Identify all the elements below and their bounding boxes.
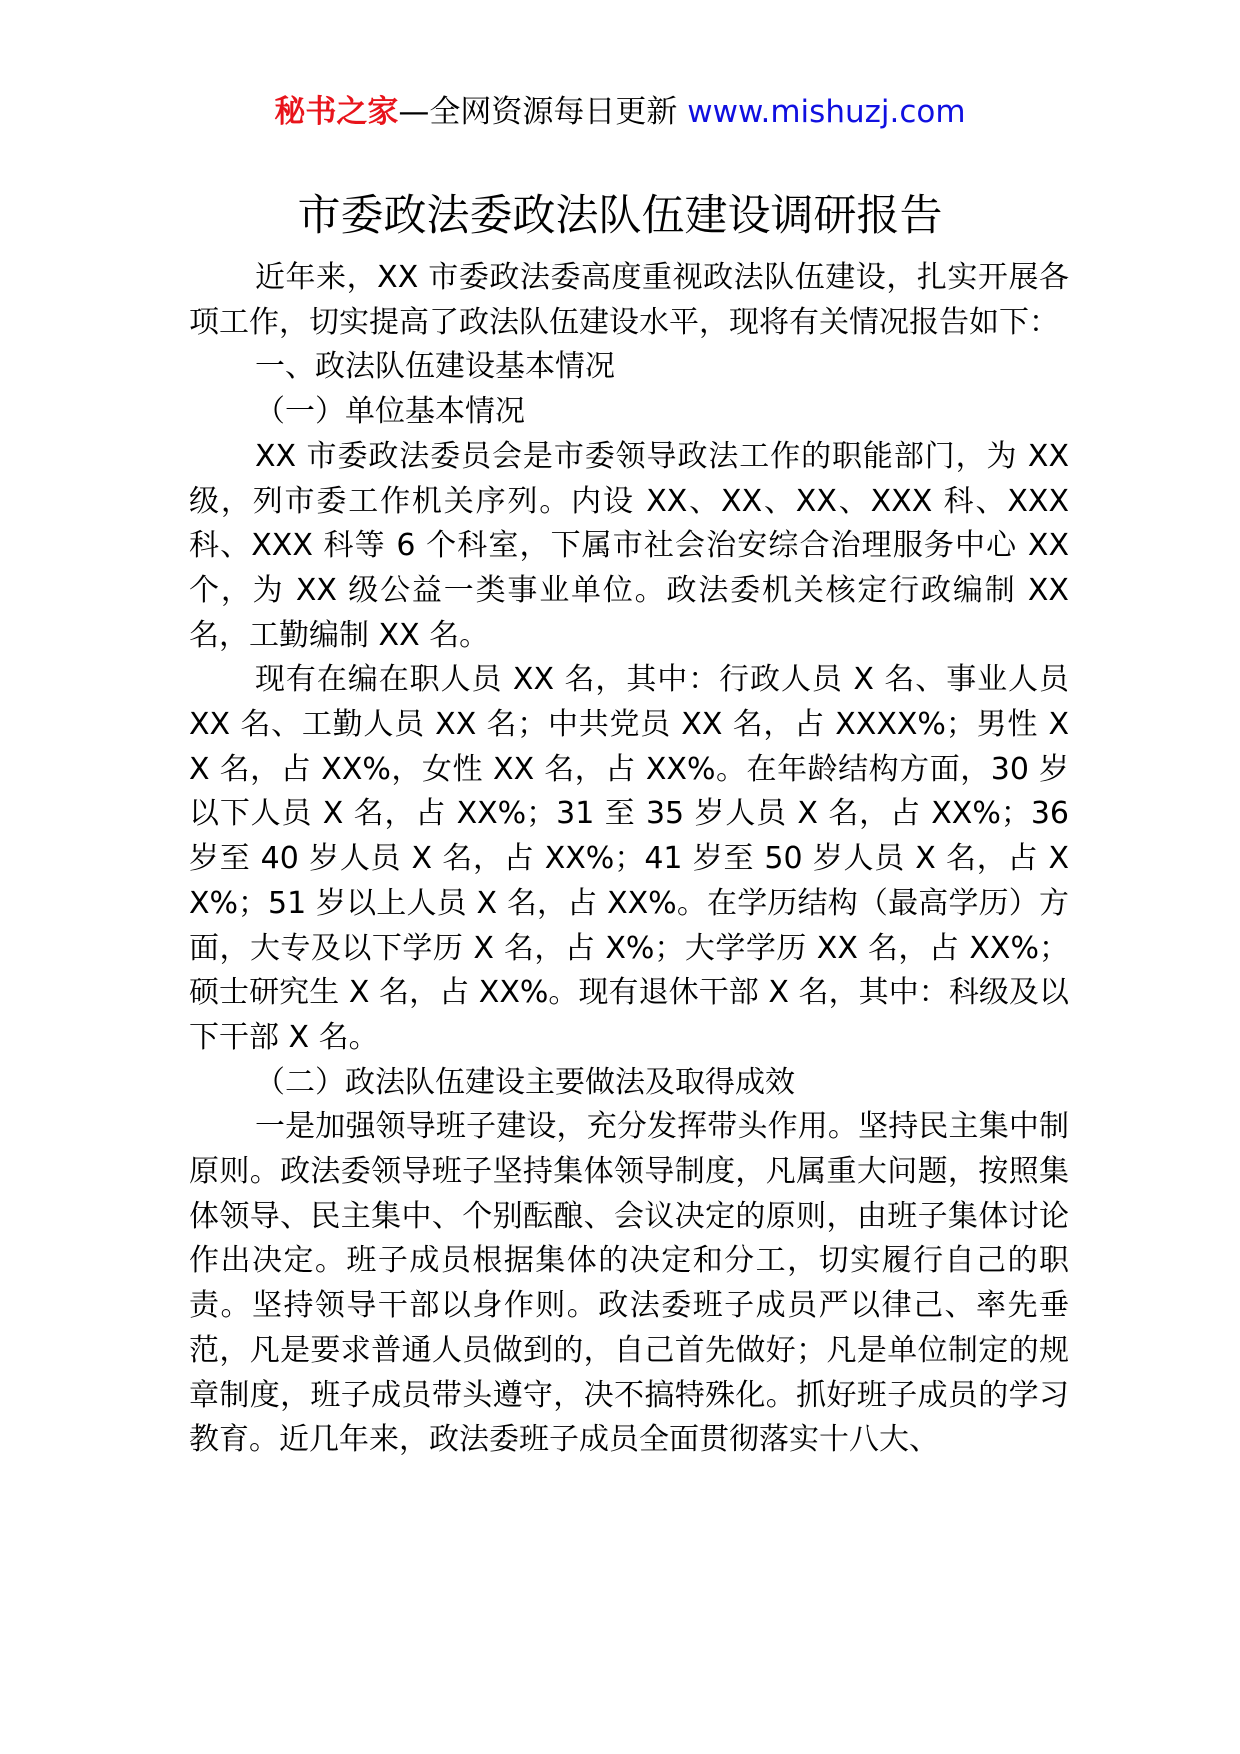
- site-slogan: —全网资源每日更新: [398, 94, 678, 130]
- paragraph-leadership: 一是加强领导班子建设，充分发挥带头作用。坚持民主集中制原则。政法委领导班子坚持集体领导制度，凡属重大问题，按照集体领导、民主集中、个别酝酿、会议决定的原则，由班子集体讨论作出决定。班子成员根据集体的决定和分工，切实履行自己的职责。坚持领导干部以身作则。政法委班子成员严以律己、率先垂范，凡是要求普通人员做到的，自己首先做好；凡是单位制定的规章制度，班子成员带头遵守，决不搞特殊化。抓好班子成员的学习教育。近几年来，政法委班子成员全面贯彻落实十八大、: [189, 1109, 1069, 1458]
- paragraph-unit-info: XX 市委政法委员会是市委领导政法工作的职能部门，为 XX 级，列市委工作机关序列。内设 XX、XX、XX、XXX 科、XXX 科、XXX 科等 6 个科室，下属市社会治安综合治理服务中心 XX 个，为 XX 级公益一类事业单位。政法委机关核定行政编制 XX 名，工勤编制 XX 名。: [189, 438, 1069, 653]
- site-header: [0, 92, 1240, 132]
- subsection-heading-2: （二）政法队伍建设主要做法及取得成效: [255, 1064, 795, 1100]
- paragraph-staff-info: 现有在编在职人员 XX 名，其中：行政人员 X 名、事业人员 XX 名、工勤人员 XX 名；中共党员 XX 名，占 XXXX%；男性 XX 名，占 XX%，女性 XX 名，占 XX%。在年龄结构方面，30 岁以下人员 X 名，占 XX%；31 至 35 岁人员 X 名，占 XX%；36 岁至 40 岁人员 X 名，占 XX%；41 岁至 50 岁人员 X 名，占 XX%；51 岁以上人员 X 名，占 XX%。在学历结构（最高学历）方面，大专及以下学历 X 名，占 X%；大学学历 XX 名，占 XX%；硕士研究生 X 名，占 XX%。现有退休干部 X 名，其中：科级及以下干部 X 名。: [189, 662, 1069, 1055]
- document-title: 市委政法委政法队伍建设调研报告: [297, 191, 943, 241]
- document-body: [189, 256, 1069, 1463]
- section-heading-1: 一、政法队伍建设基本情况: [255, 349, 615, 385]
- subsection-heading-1: （一）单位基本情况: [255, 394, 525, 430]
- paragraph-intro: 近年来，XX 市委政法委高度重视政法队伍建设，扎实开展各项工作，切实提高了政法队伍建设水平，现将有关情况报告如下：: [189, 260, 1069, 340]
- site-url[interactable]: www.mishuzj.com: [687, 94, 966, 130]
- brand-name: 秘书之家: [274, 94, 399, 130]
